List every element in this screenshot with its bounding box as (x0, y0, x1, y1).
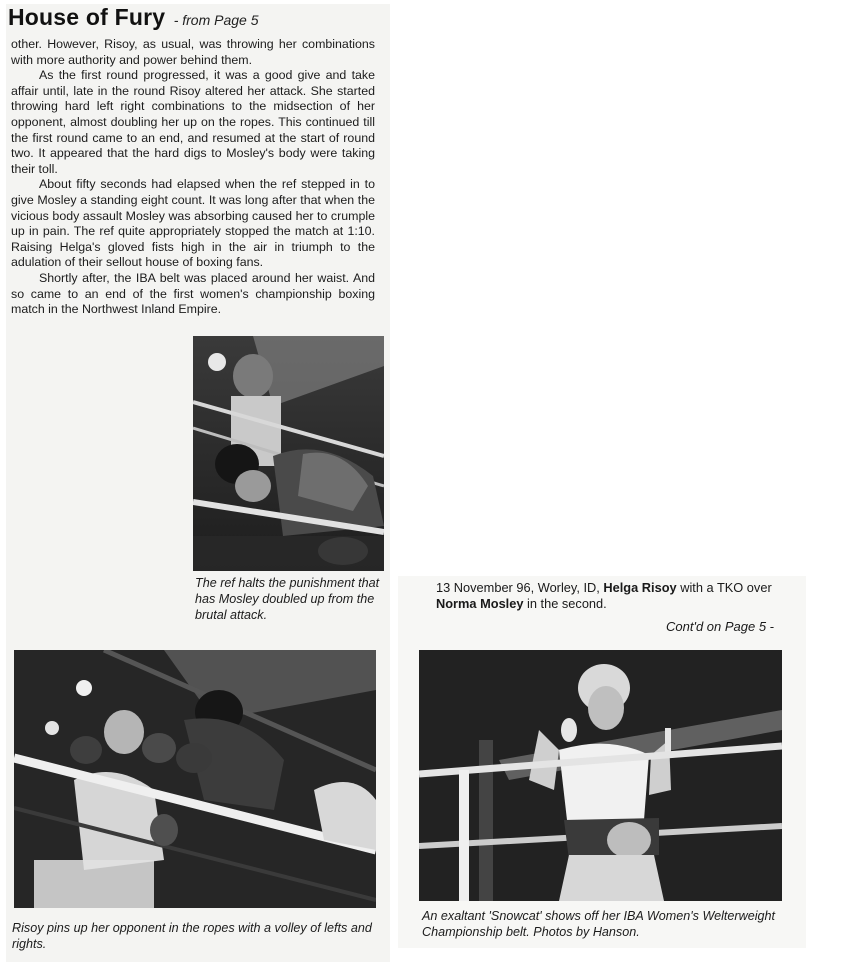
article-paragraph: As the first round progressed, it was a good give and take affair until, late in the round Risoy altered her attack. She started throwing hard left right combinations to the midsection of her opponent, almost doubling her up on the ropes. This continued till the first round came to an end, and resumed at the start of round two. It appeared that the hard digs to Mosley's body were taking their toll. (11, 68, 375, 176)
photo-snowcat-belt (419, 650, 782, 901)
headline-title: House of Fury (8, 4, 166, 30)
fight-result (436, 580, 796, 612)
caption-snowcat: An exaltant 'Snowcat' shows off her IBA Women's Welterweight Championship belt. Photos by Hanson. (422, 909, 775, 939)
result-loser: Norma Mosley (436, 596, 524, 611)
photo-pin-graphic (14, 650, 376, 908)
headline (8, 4, 259, 31)
photo-referee-standing-count (193, 336, 384, 571)
result-prefix: 13 November 96, Worley, ID, (436, 580, 604, 595)
continued-note: Cont'd on Page 5 - (666, 619, 774, 634)
caption-pin: Risoy pins up her opponent in the ropes with a volley of lefts and rights. (12, 921, 372, 951)
article-body (11, 37, 375, 318)
article-paragraph: Shortly after, the IBA belt was placed around her waist. And so came to an end of the first women's championship boxing match in the Northwest Inland Empire. (11, 270, 375, 317)
photo-snowcat-graphic (419, 650, 782, 901)
headline-from-page: - from Page 5 (173, 12, 259, 28)
result-winner: Helga Risoy (603, 580, 677, 595)
result-suffix: in the second. (523, 596, 607, 611)
caption-referee: The ref halts the punishment that has Mosley doubled up from the brutal attack. (195, 576, 380, 622)
photo-referee-graphic (193, 336, 384, 571)
photo-pinned-in-ropes (14, 650, 376, 908)
result-middle: with a TKO over (676, 580, 772, 595)
article-paragraph: About fifty seconds had elapsed when the ref stepped in to give Mosley a standing eight count. It was long after that when the vicious body assault Mosley was absorbing caused her to crumple up in pain. The ref quite appropriately stopped the match at 1:10. Raising Helga's gloved fists high in the air in triumph to the adulation of their sellout house of boxing fans. (11, 177, 375, 270)
article-paragraph: other. However, Risoy, as usual, was throwing her combinations with more authority and power behind them. (11, 37, 375, 67)
